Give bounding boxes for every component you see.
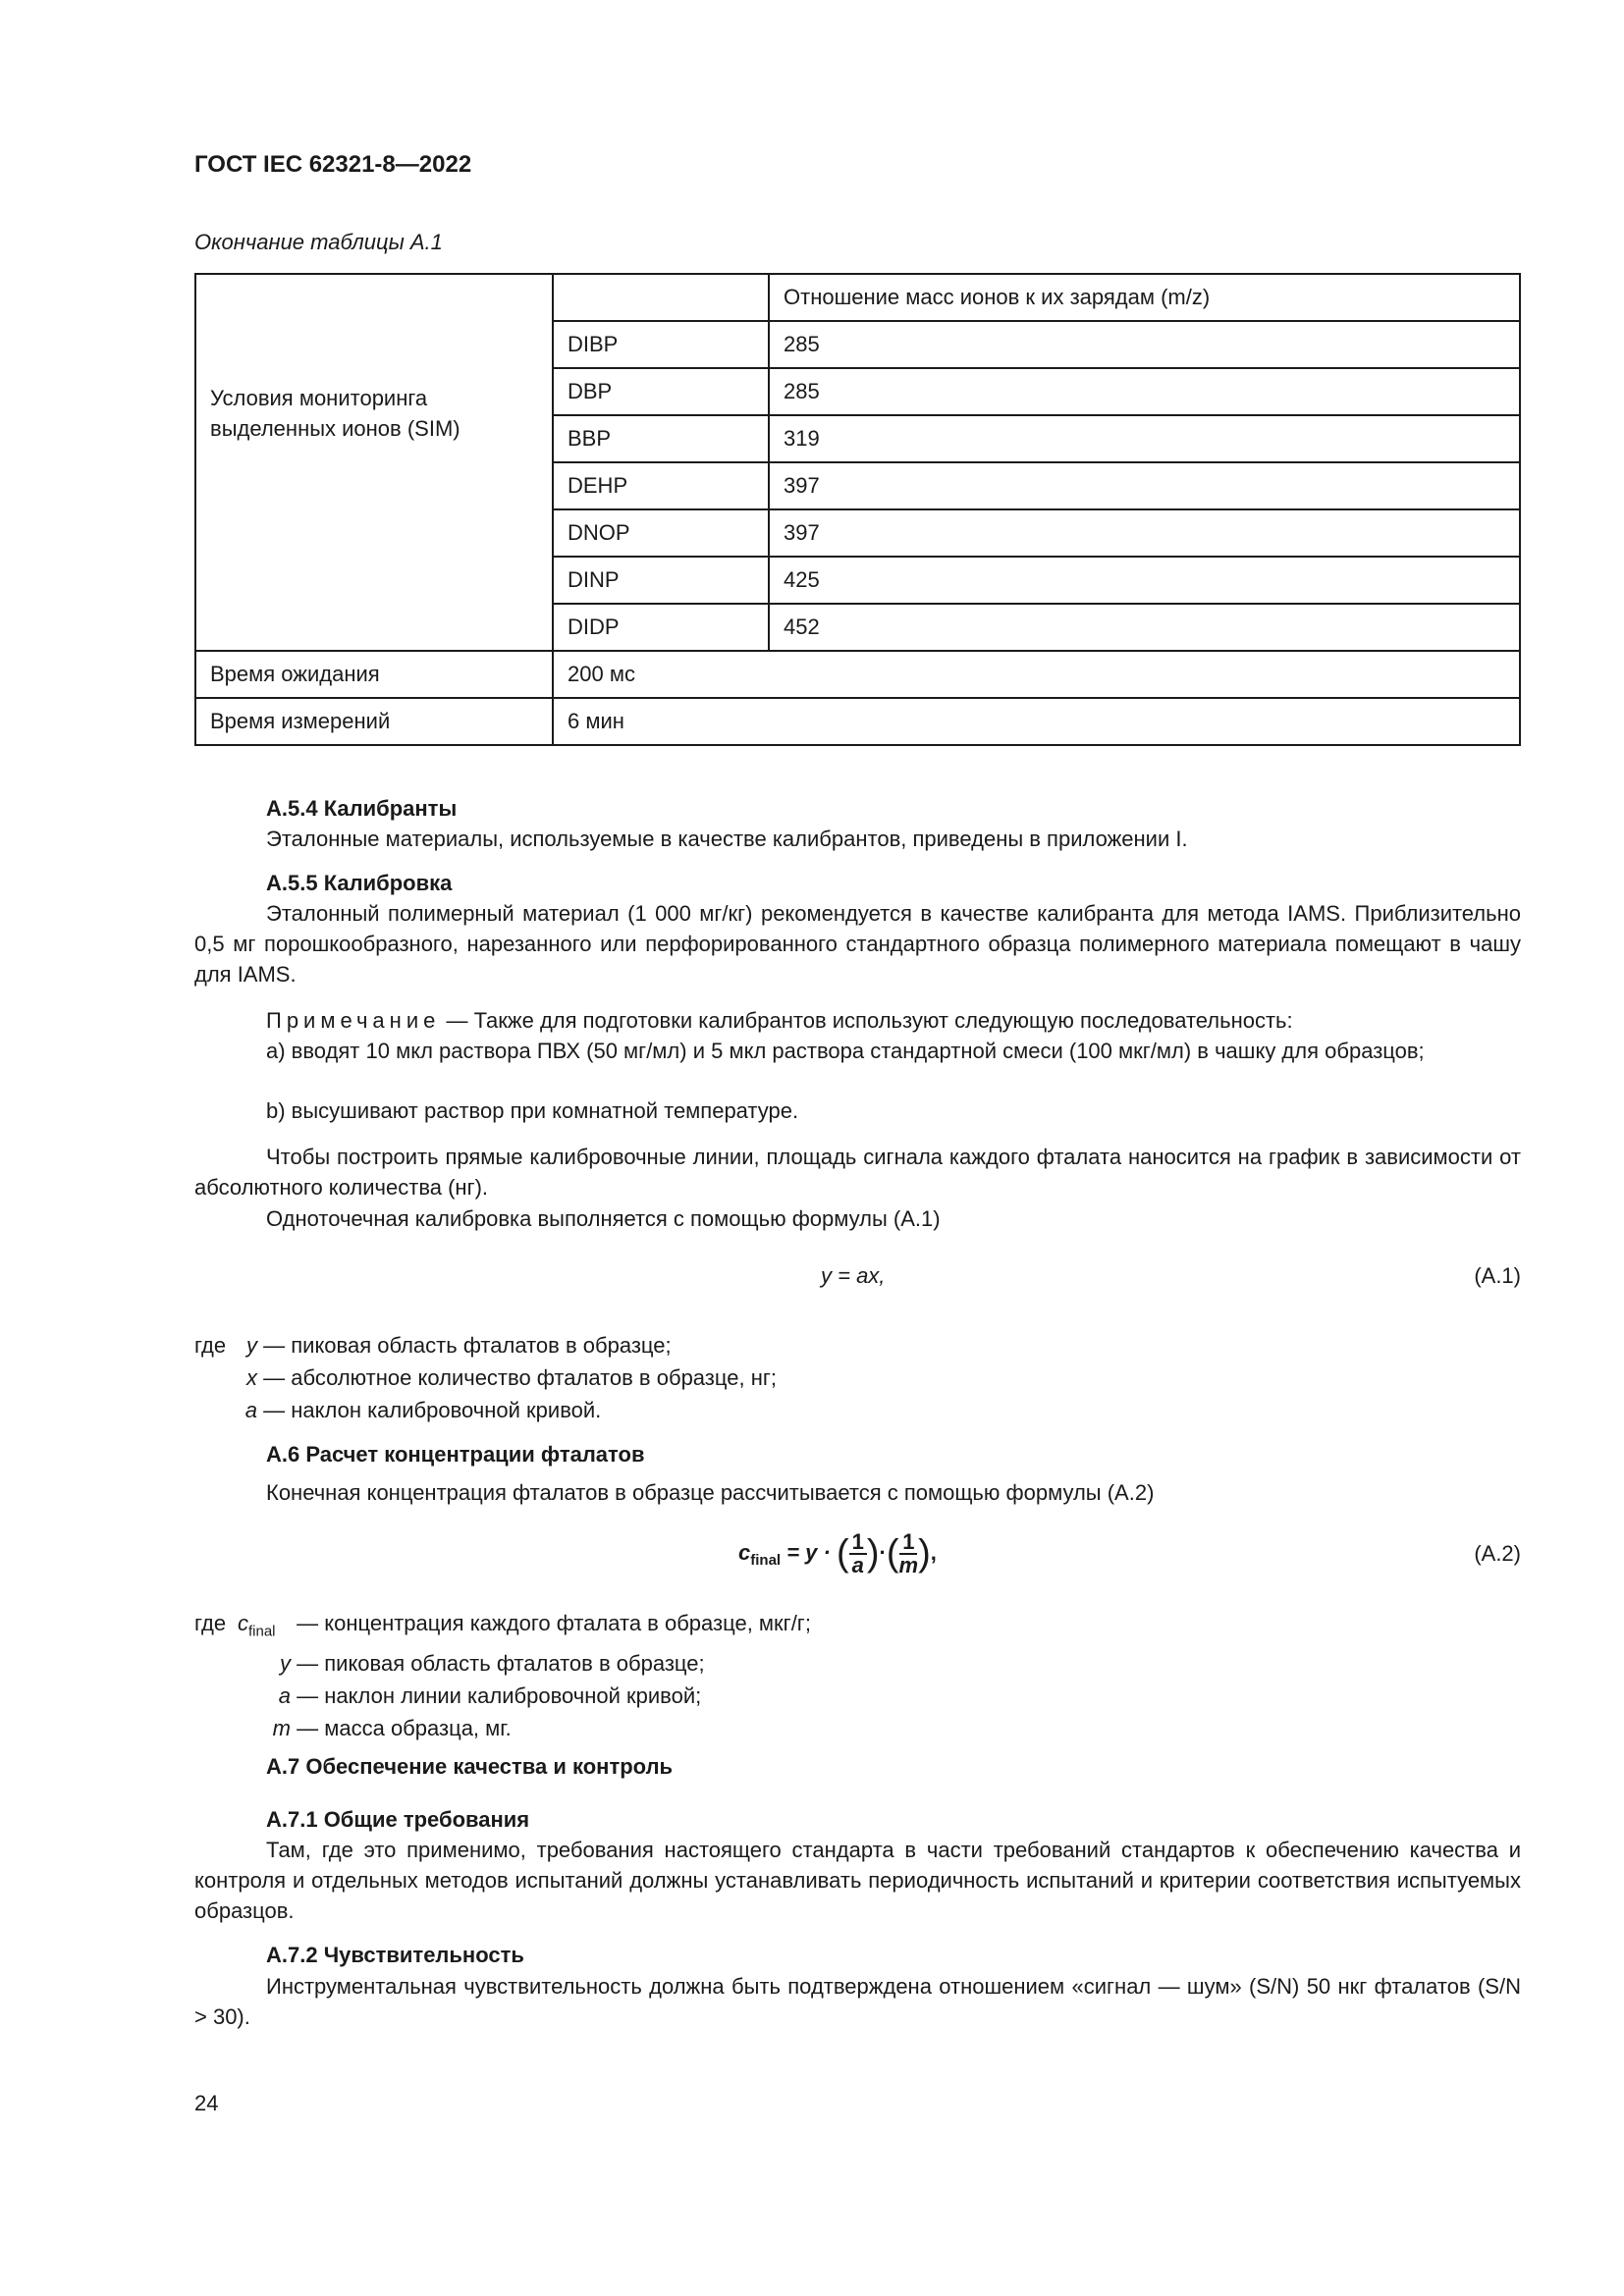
formula-eq: = y · [786,1539,831,1565]
table-row [195,274,1520,321]
definition-text: — наклон калибровочной кривой. [263,1398,602,1422]
definition-text: — абсолютное количество фталатов в образце, нг; [263,1365,777,1390]
note-item-a: a) вводят 10 мкл раствора ПВХ (50 мг/мл) и 5 мкл раствора стандартной смеси (100 мкг/мл) в чашку для образцов; [266,1039,1425,1063]
dwell-label: Время ожидания [195,651,553,698]
definition-row [194,1362,777,1394]
definition-text: — пиковая область фталатов в образце; [297,1651,705,1677]
note-label: Примечание [266,1008,441,1033]
definition-row [194,1680,811,1712]
symbol: x [246,1365,257,1390]
formula-a1: y = ax, [821,1263,886,1288]
measure-label: Время измерений [195,698,553,745]
mz-cell: 397 [769,509,1520,557]
definition-row [194,1607,811,1647]
document-id: ГОСТ IEC 62321-8—2022 [194,151,472,178]
formula-c: c [738,1539,751,1565]
compound-cell: BBP [553,415,769,462]
paragraph-a72: Инструментальная чувствительность должна быть подтверждена отношением «сигнал — шум» (S/N) 50 нкг фталатов (S/N > 30). [194,1974,1521,2029]
heading-a55: А.5.5 Калибровка [266,871,453,895]
definition-row [194,1394,777,1426]
paragraph-plot: Чтобы построить прямые калибровочные линии, площадь сигнала каждого фталата наносится на график в зависимости от абсолютного количества (нг). [194,1145,1521,1200]
heading-a71: А.7.1 Общие требования [266,1807,530,1832]
mz-cell: 285 [769,368,1520,415]
denominator: m [898,1553,919,1577]
table-caption: Окончание таблицы А.1 [194,230,443,254]
symbol: c [238,1611,248,1635]
paragraph-single-point: Одноточечная калибровка выполняется с помощью формулы (А.1) [266,1206,941,1231]
formula-a2: $c_{final} = y$ · ( $\frac{1}{a}$ )·( $\frac{1}{m}$ ), [738,1529,937,1577]
definition-text: — наклон линии калибровочной кривой; [297,1683,702,1709]
table-header-cell: Отношение масс ионов к их зарядам (m/z) [769,274,1520,321]
compound-cell: DNOP [553,509,769,557]
page-number: 24 [194,2091,219,2115]
paragraph-a55: Эталонный полимерный материал (1 000 мг/кг) рекомендуется в качестве калибранта для метода IAMS. Приблизительно 0,5 мг порошкообразного, нарезанного или перфорированного стандартного образца полимерного материала помещают в чашу для IAMS. [194,901,1521,987]
formula-a1-number: (А.1) [1474,1263,1521,1288]
sim-label-cell: Условия мониторинга выделенных ионов (SIM) [195,274,553,651]
numerator: 1 [849,1531,867,1555]
paragraph-a6: Конечная концентрация фталатов в образце рассчитывается с помощью формулы (А.2) [266,1480,1155,1505]
mz-cell: 319 [769,415,1520,462]
fraction-1-m [899,1531,919,1576]
where-label: где [194,1333,227,1358]
definitions-a1 [194,1329,777,1426]
definition-text: — масса образца, мг. [297,1716,512,1741]
formula-a2-number: (А.2) [1474,1541,1521,1566]
compound-cell: DEHP [553,462,769,509]
note [194,1005,1521,1036]
formula-sub: final [750,1552,782,1570]
definition-row [194,1647,811,1680]
table-row [195,698,1520,745]
note-item-b: b) высушивают раствор при комнатной температуре. [266,1098,799,1123]
definition-row [194,1329,777,1362]
table-cell [553,274,769,321]
table-row [195,651,1520,698]
note-text: — Также для подготовки калибрантов используют следующую последовательность: [440,1008,1293,1033]
mz-cell: 285 [769,321,1520,368]
compound-cell: DIDP [553,604,769,651]
compound-cell: DBP [553,368,769,415]
fraction-1-a [849,1531,867,1576]
symbol: m [272,1716,291,1741]
symbol-sub: final [248,1623,276,1640]
compound-cell: DIBP [553,321,769,368]
numerator: 1 [899,1531,917,1555]
symbol: y [246,1333,257,1358]
definition-row [194,1712,811,1744]
heading-a72: А.7.2 Чувствительность [266,1943,524,1967]
symbol: a [244,1398,257,1422]
sim-table [194,273,1521,746]
definition-text: — пиковая область фталатов в образце; [263,1333,672,1358]
paragraph-a54: Эталонные материалы, используемые в качестве калибрантов, приведены в приложении I. [266,827,1188,851]
where-label: где [194,1611,227,1635]
heading-a54: А.5.4 Калибранты [266,796,458,821]
heading-a7: А.7 Обеспечение качества и контроль [266,1754,674,1779]
symbol: a [278,1683,291,1709]
definition-text: — концентрация каждого фталата в образце, мкг/г; [297,1611,811,1635]
heading-a6: А.6 Расчет концентрации фталатов [266,1442,645,1467]
mz-cell: 452 [769,604,1520,651]
mz-cell: 425 [769,557,1520,604]
compound-cell: DINP [553,557,769,604]
measure-value: 6 мин [553,698,1520,745]
dwell-value: 200 мс [553,651,1520,698]
denominator: a [851,1553,864,1577]
paragraph-a71: Там, где это применимо, требования настоящего стандарта в части требований стандартов к обеспечению качества и контроля и отдельных методов испытаний должны устанавливать периодичность испытаний и критерии соответствия испытуемых образцов. [194,1838,1521,1923]
definitions-a2 [194,1607,811,1744]
mz-cell: 397 [769,462,1520,509]
symbol: y [280,1651,291,1677]
